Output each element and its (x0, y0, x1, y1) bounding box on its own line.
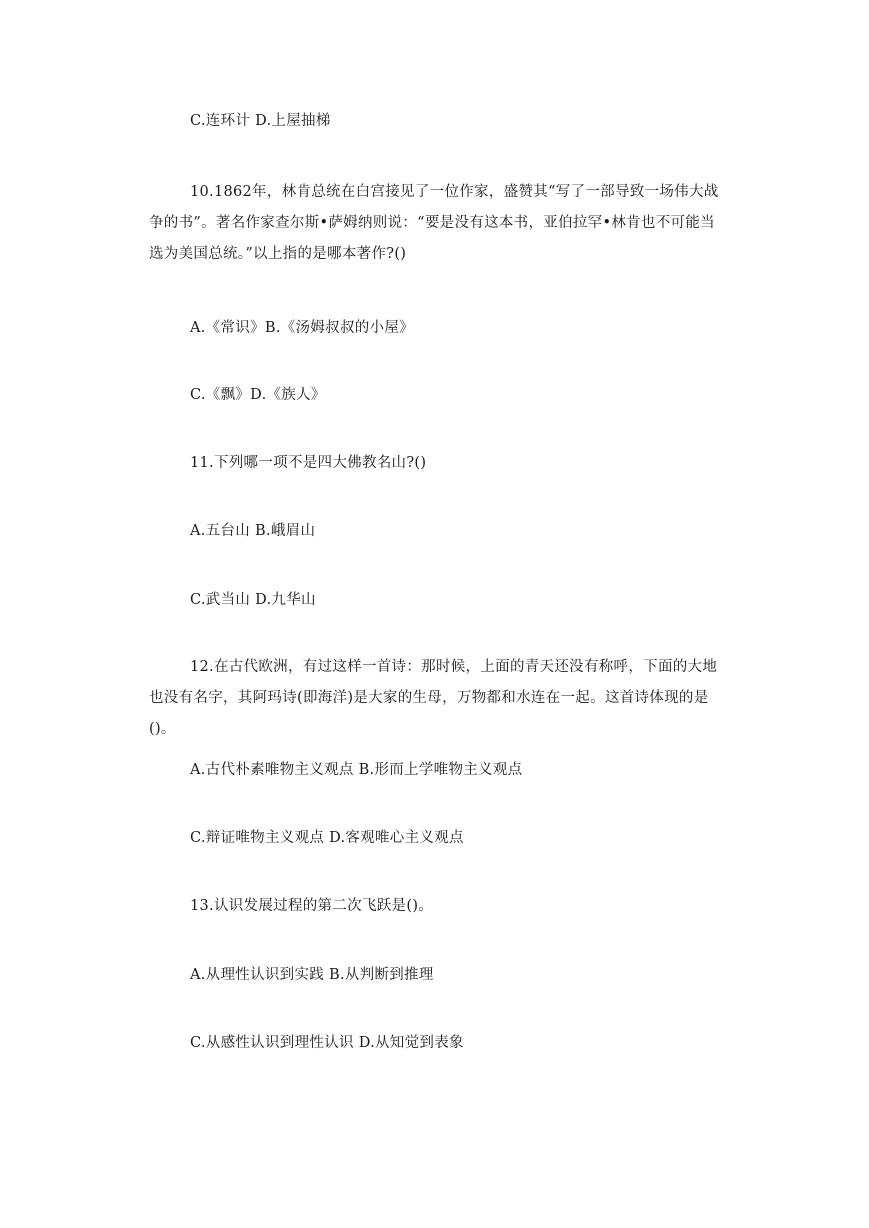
q10-options-ab: A.《常识》B.《汤姆叔叔的小屋》 (190, 320, 414, 336)
q9-options-cd: C.连环计 D.上屋抽梯 (190, 113, 331, 129)
q13-question-stem: 13.认识发展过程的第二次飞跃是()。 (190, 898, 434, 914)
q11-question-stem: 11.下列哪一项不是四大佛教名山?() (190, 455, 427, 471)
q13-options-ab: A.从理性认识到实践 B.从判断到推理 (190, 967, 434, 983)
q11-options-cd: C.武当山 D.九华山 (190, 592, 316, 608)
q10-question-stem: 10.1862年，林肯总统在白宫接见了一位作家，盛赞其“写了一部导致一场伟大战争的书”。著名作家查尔斯•萨姆纳则说：“要是没有这本书，亚伯拉罕•林肯也不可能当选为美国总统。”以上指的是哪本著作?() (149, 184, 719, 262)
q13-options-cd: C.从感性认识到理性认识 D.从知觉到表象 (190, 1035, 464, 1051)
q10-options-cd: C.《飘》D.《族人》 (190, 387, 326, 403)
q12-options-ab: A.古代朴素唯物主义观点 B.形而上学唯物主义观点 (190, 762, 523, 778)
q12-question-stem: 12.在古代欧洲，有过这样一首诗：那时候，上面的青天还没有称呼，下面的大地也没有名字，其阿玛诗(即海洋)是大家的生母，万物都和水连在一起。这首诗体现的是()。 (149, 659, 718, 737)
q12-options-cd: C.辩证唯物主义观点 D.客观唯心主义观点 (190, 830, 464, 846)
q11-options-ab: A.五台山 B.峨眉山 (190, 523, 316, 539)
